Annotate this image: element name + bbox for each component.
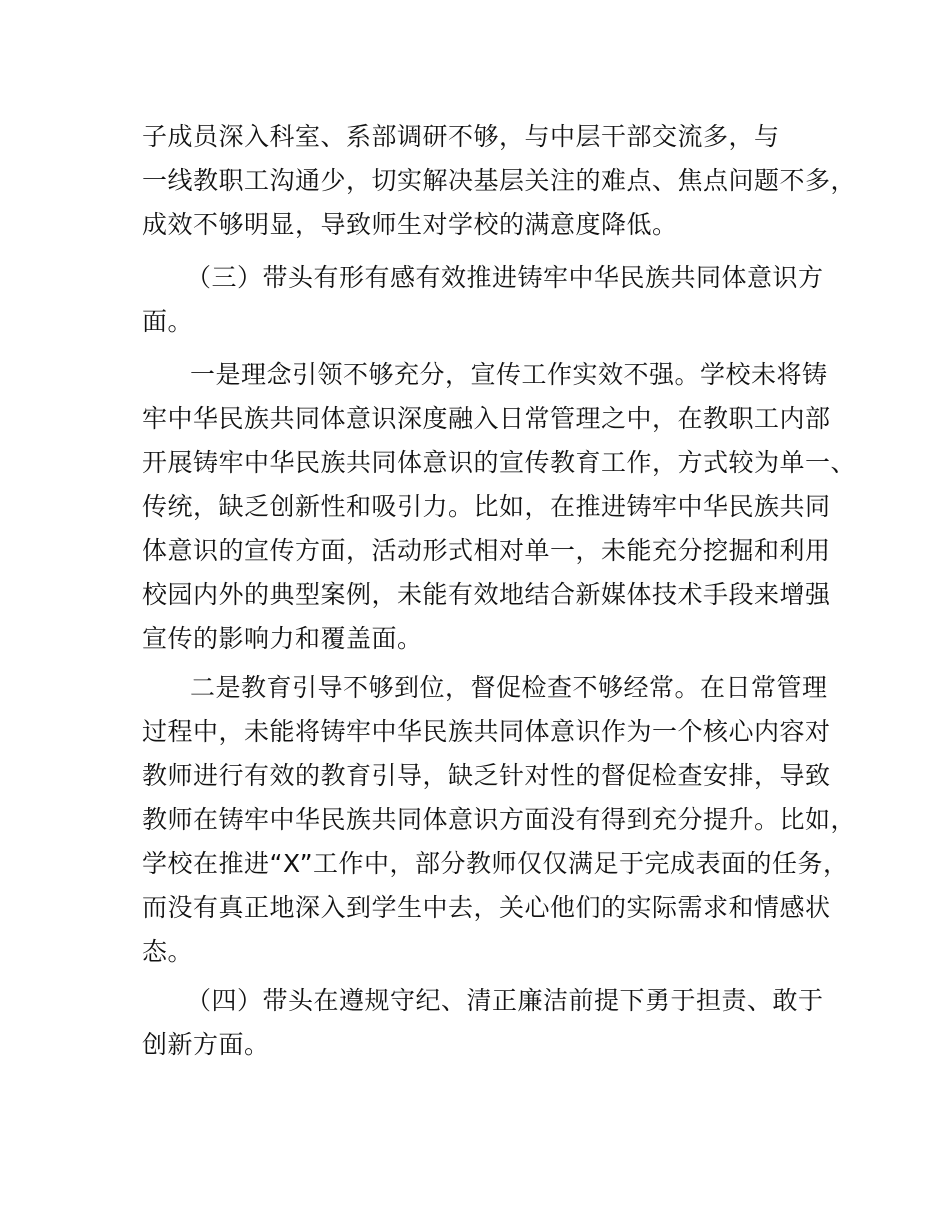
text-line: 态。 [142, 937, 194, 966]
text-line: 教师在铸牢中华民族共同体意识方面没有得到充分提升。比如， [142, 805, 857, 834]
text-line: 而没有真正地深入到学生中去，关心他们的实际需求和情感状 [142, 893, 831, 922]
section-heading-3-line: 面。 [142, 307, 194, 336]
text-line: 校园内外的典型案例，未能有效地结合新媒体技术手段来增强 [142, 580, 831, 609]
section-heading-4-line: （四）带头在遵规守纪、清正廉洁前提下勇于担责、敢于 [186, 986, 824, 1015]
text-line: 过程中，未能将铸牢中华民族共同体意识作为一个核心内容对 [142, 717, 831, 746]
text-line: 宣传的影响力和覆盖面。 [142, 624, 423, 653]
text-line: 一线教职工沟通少，切实解决基层关注的难点、焦点问题不多， [142, 166, 857, 195]
text-line: 体意识的宣传方面，活动形式相对单一，未能充分挖掘和利用 [142, 536, 831, 565]
text-line: 牢中华民族共同体意识深度融入日常管理之中，在教职工内部 [142, 404, 831, 433]
section-heading-4-line: 创新方面。 [142, 1030, 270, 1059]
text-line: 开展铸牢中华民族共同体意识的宣传教育工作，方式较为单一、 [142, 448, 857, 477]
text-line: 子成员深入科室、系部调研不够，与中层干部交流多，与 [142, 122, 780, 151]
section-heading-3-line: （三）带头有形有感有效推进铸牢中华民族共同体意识方 [186, 263, 824, 292]
text-line: 二是教育引导不够到位，督促检查不够经常。在日常管理 [190, 673, 828, 702]
text-line: 教师进行有效的教育引导，缺乏针对性的督促检查安排，导致 [142, 761, 831, 790]
text-line: 学校在推进“X”工作中，部分教师仅仅满足于完成表面的任务， [142, 849, 849, 878]
text-line: 传统，缺乏创新性和吸引力。比如，在推进铸牢中华民族共同 [142, 492, 831, 521]
text-line: 成效不够明显，导致师生对学校的满意度降低。 [142, 210, 678, 239]
text-line: 一是理念引领不够充分，宣传工作实效不强。学校未将铸 [190, 360, 828, 389]
